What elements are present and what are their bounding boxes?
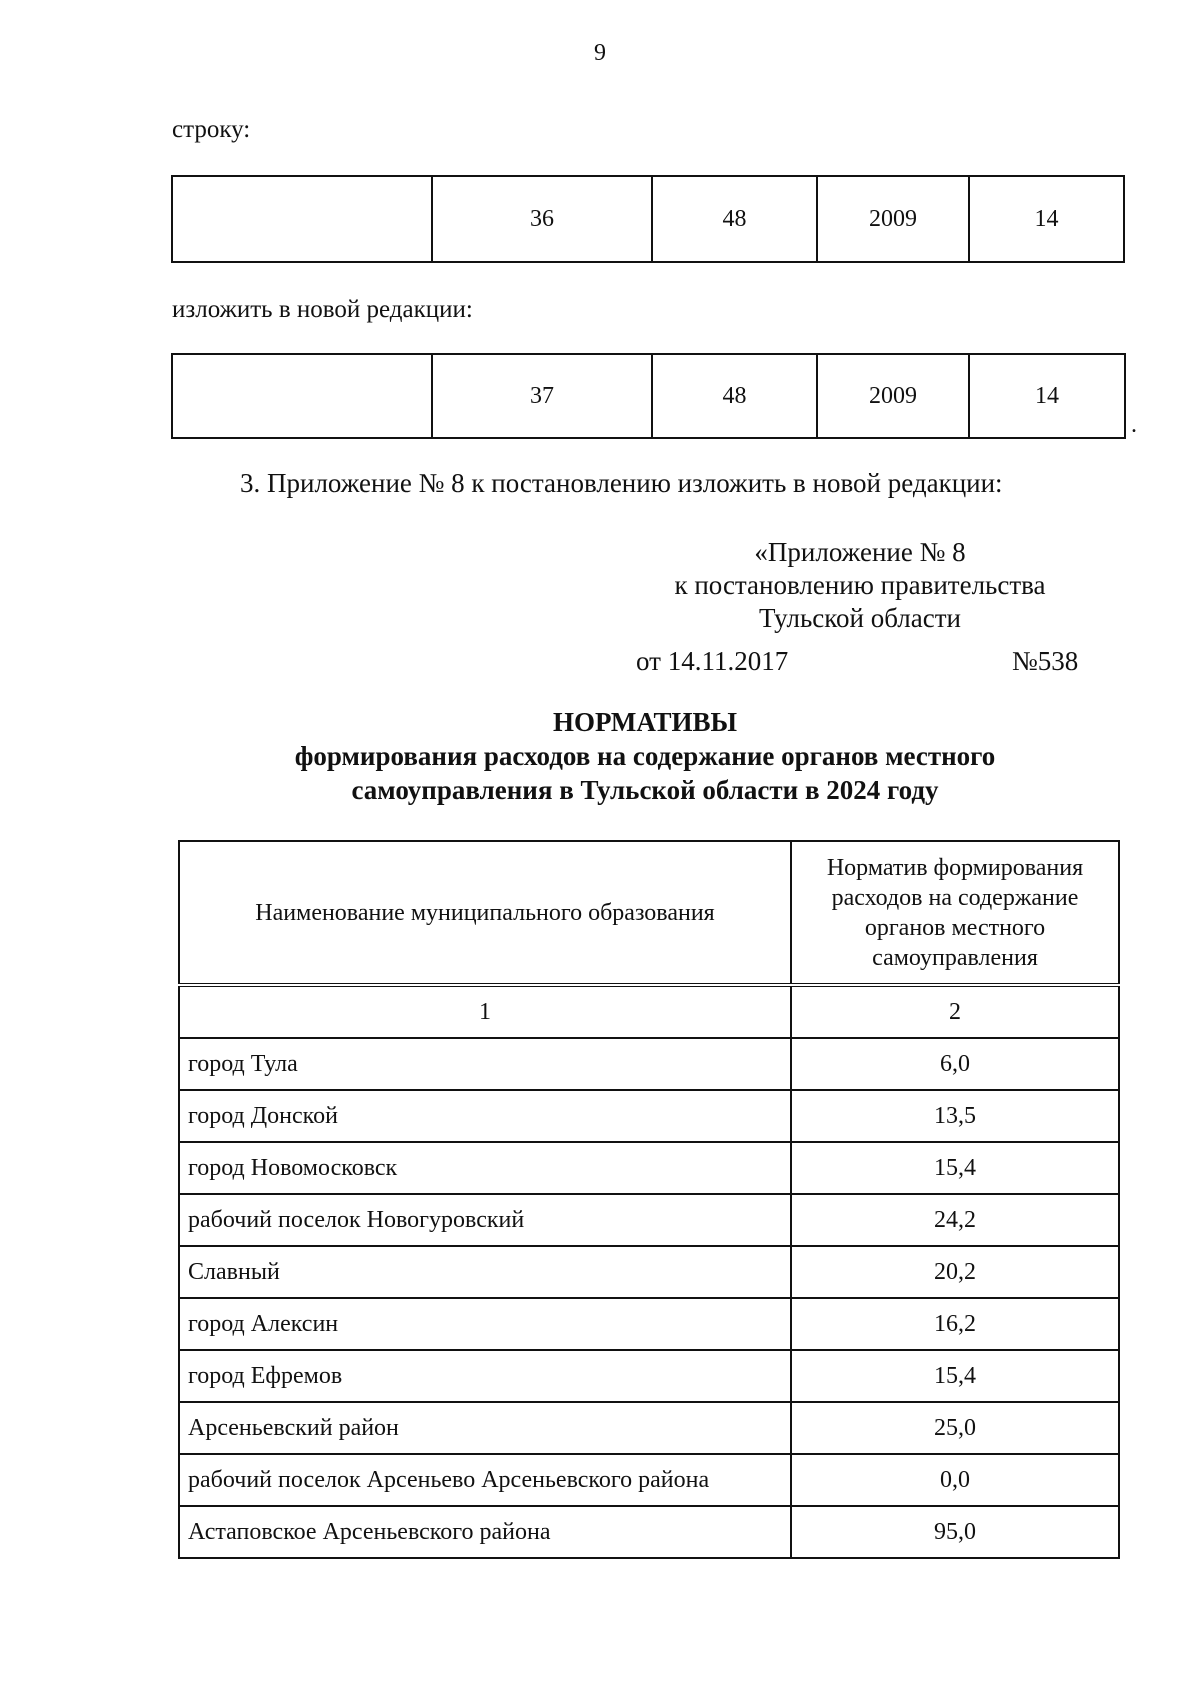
norm-value: 0,0: [791, 1454, 1119, 1506]
item3-text: 3. Приложение № 8 к постановлению изложить в новой редакции:: [240, 468, 1003, 498]
municipality-name: город Тула: [179, 1038, 791, 1090]
appendix-line2: к постановлению правительства: [674, 570, 1046, 600]
new-row-cell: 37: [432, 354, 652, 438]
appendix-date: от 14.11.2017: [636, 646, 789, 676]
column-number: 2: [791, 985, 1119, 1038]
table-row: [179, 1350, 1119, 1402]
municipality-name: Славный: [179, 1246, 791, 1298]
norm-value: 13,5: [791, 1090, 1119, 1142]
header-norm: Норматив формирования расходов на содержание органов местного самоуправления: [791, 841, 1119, 985]
new-row-cell: 48: [652, 354, 817, 438]
row-end-mark: .: [1131, 412, 1137, 438]
municipality-name: Астаповское Арсеньевского района: [179, 1506, 791, 1558]
new-row-table: [171, 353, 1126, 439]
table-row: [179, 1038, 1119, 1090]
new-row-cell: [172, 354, 432, 438]
appendix-line3: Тульской области: [759, 603, 961, 633]
page-number: 9: [594, 40, 606, 66]
norm-value: 15,4: [791, 1350, 1119, 1402]
replace-label: изложить в новой редакции:: [172, 296, 473, 323]
appendix-header: [640, 536, 1080, 635]
municipality-name: город Новомосковск: [179, 1142, 791, 1194]
municipality-name: рабочий поселок Арсеньево Арсеньевского района: [179, 1454, 791, 1506]
old-row-cell: 14: [969, 176, 1124, 262]
column-number: 1: [179, 985, 791, 1038]
table-row: [179, 1506, 1119, 1558]
norm-value: 15,4: [791, 1142, 1119, 1194]
document-title: [0, 705, 1200, 807]
norm-value: 24,2: [791, 1194, 1119, 1246]
norm-value: 25,0: [791, 1402, 1119, 1454]
title-line3: самоуправления в Тульской области в 2024 году: [351, 775, 939, 805]
table-row: [179, 1246, 1119, 1298]
table-row: [179, 1402, 1119, 1454]
municipality-name: город Донской: [179, 1090, 791, 1142]
appendix-line1: «Приложение № 8: [754, 537, 966, 567]
new-row-cell: 2009: [817, 354, 969, 438]
norm-value: 95,0: [791, 1506, 1119, 1558]
old-row-cell: 36: [432, 176, 652, 262]
municipality-name: город Алексин: [179, 1298, 791, 1350]
norm-value: 20,2: [791, 1246, 1119, 1298]
old-row-cell: [172, 176, 432, 262]
table-row: [179, 1090, 1119, 1142]
municipality-name: город Ефремов: [179, 1350, 791, 1402]
municipality-name: рабочий поселок Новогуровский: [179, 1194, 791, 1246]
table-row: [179, 1454, 1119, 1506]
old-row-cell: 2009: [817, 176, 969, 262]
intro-label: строку:: [172, 116, 251, 143]
title-line1: НОРМАТИВЫ: [552, 707, 738, 737]
norm-value: 16,2: [791, 1298, 1119, 1350]
appendix-number: №538: [1012, 646, 1079, 676]
title-line2: формирования расходов на содержание органов местного: [294, 741, 996, 771]
header-municipality: Наименование муниципального образования: [179, 841, 791, 985]
table-row: [179, 1298, 1119, 1350]
old-row-cell: 48: [652, 176, 817, 262]
municipality-name: Арсеньевский район: [179, 1402, 791, 1454]
table-row: [179, 1194, 1119, 1246]
old-row-table: [171, 175, 1125, 263]
norms-table: [178, 840, 1120, 1559]
norm-value: 6,0: [791, 1038, 1119, 1090]
new-row-cell: 14: [969, 354, 1125, 438]
table-row: [179, 1142, 1119, 1194]
